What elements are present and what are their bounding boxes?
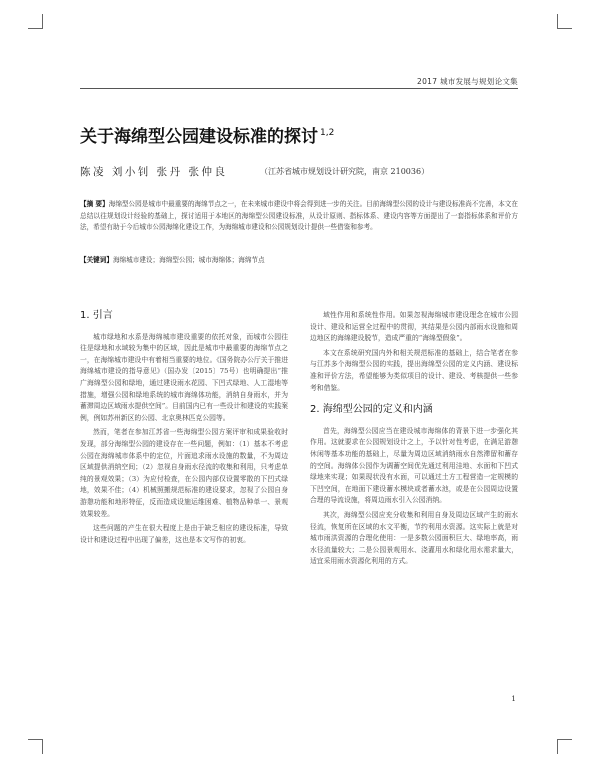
running-head: 2017 城市发展与规划论文集 (417, 77, 518, 86)
body-paragraph: 然而，笔者在参加江苏省一些海绵型公园方案评审和成果验收时发现，部分海绵型公园的建设存在一些问题，例如：（1）基本不考虑公园在海绵城市体系中的定位，片面追求雨水设施的数量，不为周边区域提供消纳空间；（2）忽视自身雨水径流的收集和利用，只考虑单纯的景观效果；（3）为应付检查，在公园内部仅设置零散的下凹式绿地，效果不佳；（4）机械照搬规范标准的建设要求，忽视了公园自身游憩功能和地形特征，反而造成设施运维困难、植物品种单一、景观效果较差。 (80, 428, 288, 518)
paper-title (80, 122, 334, 147)
body-paragraph: 这些问题的产生在很大程度上是由于缺乏相应的建设标准，导致设计和建设过程中出现了偏差，这也是本文写作的初衷。 (80, 524, 288, 544)
abstract (80, 199, 518, 234)
body-paragraph: 其次，海绵型公园应充分收集和利用自身及周边区域产生的雨水径流，恢复所在区域的水文平衡，节约利用水资源。这实际上就是对城市雨洪资源的合理化使用：一是多数公园面积巨大、绿地率高，雨水径流量较大；二是公园景观用水、浇灌用水和绿化用水需求量大，适宜采用雨水资源化利用的方式。 (310, 510, 518, 566)
section-heading-introduction: 1. 引言 (80, 310, 113, 321)
crop-mark-top-right (557, 14, 572, 29)
body-paragraph: 本文在系统研究国内外和相关规范标准的基础上，结合笔者在参与江苏多个海绵型公园的实践，提出海绵型公园的定义内涵、建设标准和评价方法，希望能够为类似项目的设计、建设、考核提供一些参考和借鉴。 (310, 348, 518, 392)
keywords-text: 海绵城市建设；海绵型公园；城市海绵体；海绵节点 (112, 256, 265, 264)
page-number: 1 (511, 694, 516, 703)
title-superscript: 1,2 (320, 128, 335, 139)
body-column-left (80, 310, 288, 549)
crop-mark-top-left (28, 14, 43, 29)
header-rule (80, 88, 518, 89)
body-paragraph: 城市绿地和水系是海绵城市建设重要的依托对象，而城市公园往往是绿地和水域较为集中的区域，因此是城市中最重要的海绵节点之一，在海绵城市建设中有着相当重要的地位。《国务院办公厅关于推进海绵城市建设的指导意见》（国办发〔2015〕75号）也明确提出“推广海绵型公园和绿地，通过建设雨水花园、下凹式绿地、人工湿地等措施，增强公园和绿地系统的城市海绵体功能，消纳自身雨水，并为蓄滞周边区域雨水提供空间”。目前国内已有一些设计和建设的实践案例，例如苏州新区的公园、北京奥林匹克公园等。 (80, 332, 288, 422)
author-list: 陈凌 刘小钊 张丹 张仲良 (80, 166, 228, 178)
crop-mark-bottom-left (28, 739, 43, 754)
keywords (80, 254, 518, 264)
paper-title-text: 关于海绵型公园建设标准的探讨 (80, 127, 318, 147)
abstract-text: 海绵型公园是城市中最重要的海绵节点之一，在未来城市建设中将会得到进一步的关注。目前海绵型公园的设计与建设标准尚不完善，本文在总结以往规划设计经验的基础上，探讨适用于本地区的海绵型公园建设标准，从设计原则、指标体系、建设内容等方面提出了一套指标体系和评价方法，希望有助于今后城市公园海绵化建设工作，为海绵城市建设和公园规划设计提供一些借鉴和参考。 (80, 200, 519, 232)
section-heading-definition: 2. 海绵型公园的定义和内涵 (310, 404, 433, 416)
body-paragraph: 域性作用和系统性作用。如果忽视海绵城市建设理念在城市公园设计、建设和运营全过程中的贯彻，其结果是公园内部雨水设施和周边地区的海绵建设脱节，造成严重的“海绵型假象”。 (310, 311, 518, 343)
crop-mark-bottom-right (557, 739, 572, 754)
abstract-label: 【摘 要】 (80, 200, 109, 208)
body-column-right (310, 310, 518, 571)
body-paragraph: 首先，海绵型公园应当在建设城市海绵体的背景下进一步强化其作用。这就要求在公园规划设计之上，予以针对性考虑，在满足游憩休闲等基本功能的基础上，尽量为周边区域消纳雨水自然滞留和蓄存的空间。海绵体公园作为调蓄空间优先通过利用洼地、水面和下凹式绿地来实现；如果现状没有水面，可以通过土方工程营造一定规模的下凹空间，在地面下建设蓄水模块或者蓄水池，或是在公园周边设置合理的导流设施，将周边雨水引入公园消纳。 (310, 426, 518, 505)
keywords-label: 【关键词】 (80, 256, 113, 264)
author-affiliation: （江苏省城市规划设计研究院，南京 210036） (260, 167, 430, 176)
